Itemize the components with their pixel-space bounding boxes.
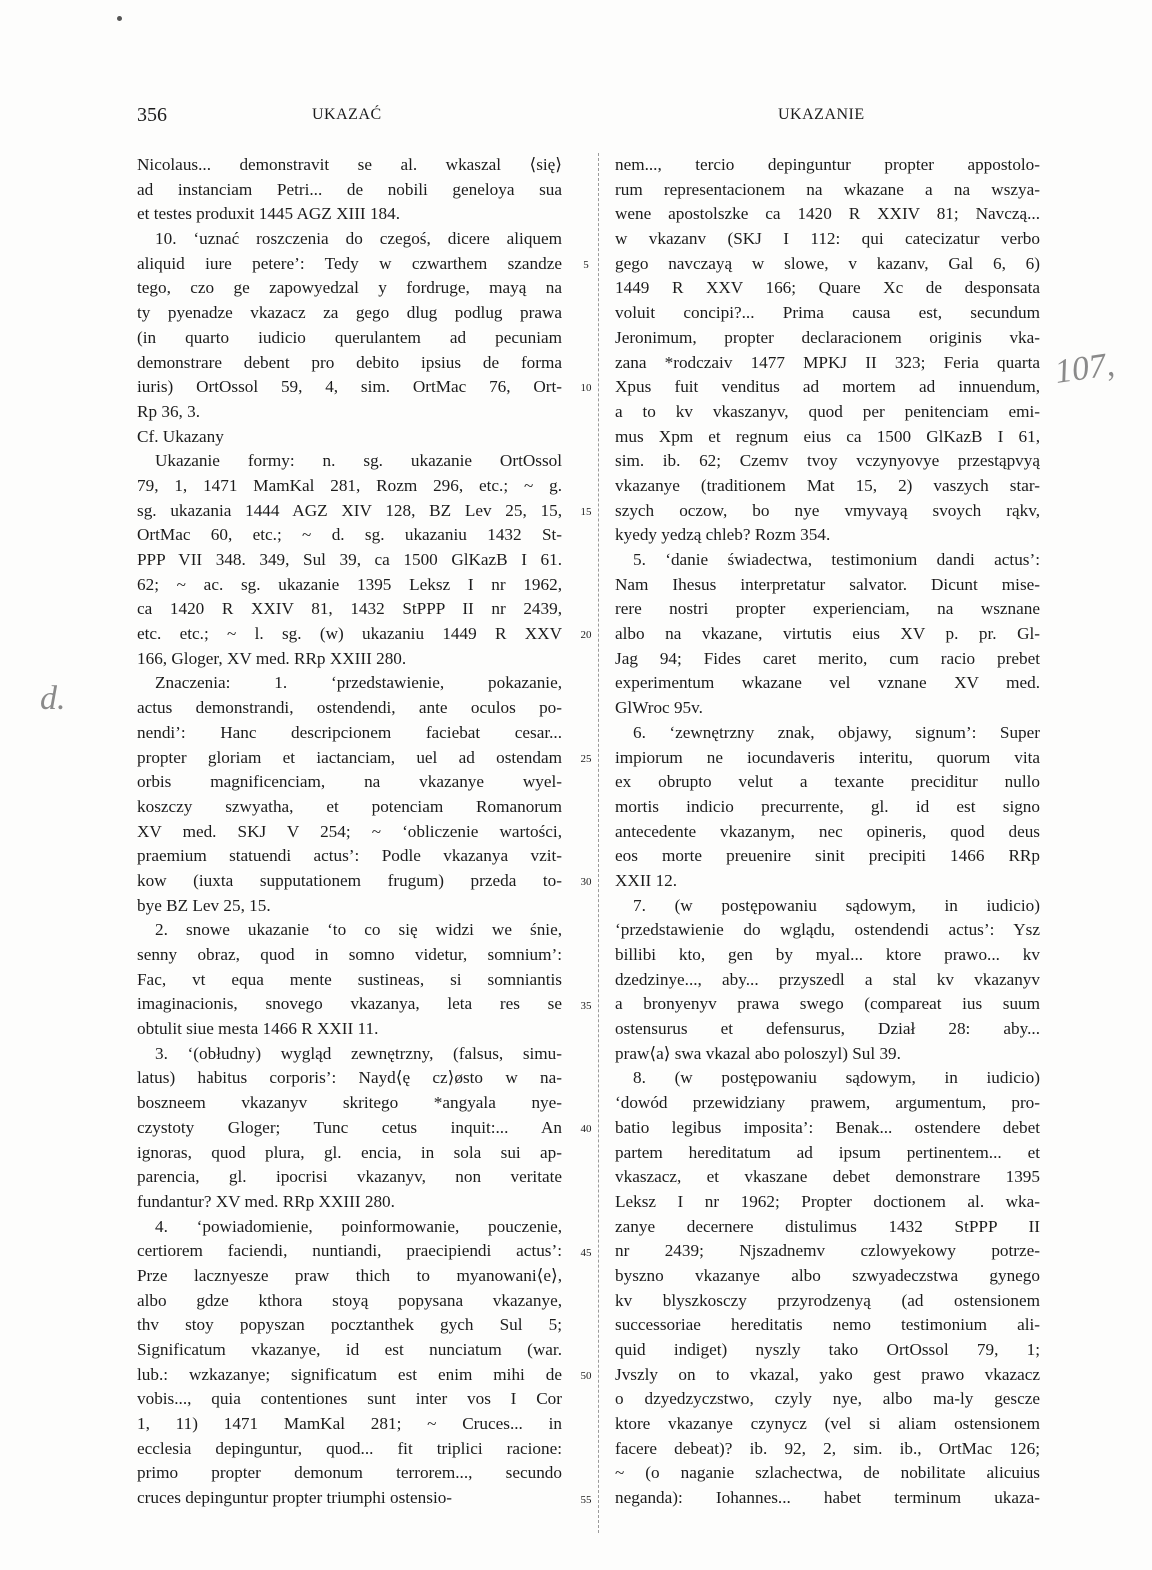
text-line: latus) habitus corporis’: Nayd⟨ę cz⟩østo w na- [137, 1068, 562, 1088]
text-line: praemium statuendi actus’: Podle vkazanya vzit- [137, 846, 562, 866]
text-line: XV med. SKJ V 254; ~ ‘obliczenie wartości, [137, 821, 562, 841]
text-line: ecclesia depinguntur, quod... fit triplici racione: [137, 1438, 562, 1458]
text-line: ex obrupto velut a texante preciditur nullo [615, 772, 1040, 792]
text-line: sg. ukazania 1444 AGZ XIV 128, BZ Lev 25, 15, [137, 500, 562, 520]
line-number: 30 [580, 876, 592, 889]
text-line: vkazanye (traditionem Mat 15, 2) vaszych star- [615, 475, 1040, 495]
text-line: ignoras, quod plura, gl. encia, in sola sui ap- [137, 1142, 562, 1162]
text-line: zanye decernere distulimus 1432 StPPP II [615, 1216, 1040, 1236]
column-divider [598, 153, 599, 1533]
line-number: 20 [580, 629, 592, 642]
text-line: propter gloriam et iactanciam, uel ad ostendam [137, 747, 562, 767]
text-line: ‘przedstawienie do wglądu, ostendendi actus’: Ysz [615, 920, 1040, 940]
text-line: kv blyszkosczy przyrodzenyą (ad ostensionem [615, 1290, 1040, 1310]
text-line: kyedy yedzą chleb? Rozm 354. [615, 525, 831, 545]
text-line: gego navczayą w slowe, v kazanv, Gal 6, 6) [615, 253, 1040, 273]
text-line: boszneem vkazanyv skritego *angyala nye- [137, 1093, 562, 1113]
text-line: senny obraz, quod in somno videtur, somnium’: [137, 945, 562, 964]
line-number: 5 [583, 258, 589, 271]
text-line: 4. ‘powiadomienie, poinformowanie, pouczenie, [155, 1216, 562, 1236]
text-line: rum representacionem na wkazane a na wszya- [615, 179, 1040, 199]
text-line: 3. ‘(obłudny) wygląd zewnętrzny, (falsus, simu- [155, 1043, 562, 1063]
running-head-right: UKAZANIE [778, 106, 865, 123]
text-line: Prze lacznyesze praw thich to myanowani⟨e⟩, [137, 1265, 562, 1285]
text-line: Fac, vt equa mente sustineas, si somniantis [137, 969, 562, 989]
text-line: szych oczow, bo nye vmyvayą svoych rąkv, [615, 500, 1040, 520]
text-line: albo gdze kthora stoyą popysana vkazanye, [137, 1290, 562, 1310]
line-number: 45 [580, 1246, 592, 1259]
text-line: albo na vkazane, virtutis eius XV p. pr. Gl- [615, 624, 1040, 644]
text-line: obtulit siue mesta 1466 R XXII 11. [137, 1019, 379, 1039]
text-line: vkaszacz, et vkaszane debet demonstrare 1395 [615, 1167, 1040, 1187]
text-line: 6. ‘zewnętrzny znak, objawy, signum’: Super [633, 722, 1040, 742]
text-line: Xpus fuit venditus ad mortem ad innuendum, [615, 377, 1040, 397]
text-line: voluit concipi?... Prima causa est, secundum [615, 303, 1040, 323]
text-line: 2. snowe ukazanie ‘to co się widzi we śnie, [155, 920, 562, 940]
line-number: 50 [580, 1370, 592, 1383]
text-line: billibi kto, gen by myal... ktore prawo... kv [615, 945, 1040, 964]
margin-handwriting-left: d. [40, 680, 66, 717]
text-line: et testes produxit 1445 AGZ XIII 184. [137, 204, 401, 224]
text-line: experimentum wkazane vel vznane XV med. [615, 673, 1040, 693]
left-column [137, 153, 562, 1511]
text-line: thv stoy popyszan pocztanthek gych Sul 5; [137, 1315, 562, 1335]
text-line: Jeronimum, propter declaracionem originis vka- [615, 327, 1040, 347]
text-line: GlWroc 95v. [615, 698, 703, 718]
text-line: kow (iuxta supputationem frugum) przeda to- [137, 870, 562, 890]
text-line: 8. (w postępowaniu sądowym, in iudicio) [633, 1068, 1040, 1088]
text-line: mus Xpm et regnum eius ca 1500 GlKazB I 61, [615, 426, 1040, 446]
text-line: Rp 36, 3. [137, 401, 201, 421]
ink-speck [117, 16, 122, 21]
text-line: zana *rodczaiv 1477 MPKJ II 323; Feria quarta [615, 352, 1040, 372]
text-line: o dzyedzyczstwo, czyly nye, albo ma-ly gescze [615, 1389, 1040, 1409]
text-line: 166, Gloger, XV med. RRp XXIII 280. [137, 648, 407, 668]
text-line: antecedente vkazanym, nec opineris, quod deus [615, 821, 1040, 841]
text-line: bye BZ Lev 25, 15. [137, 895, 271, 915]
text-line: wene apostolszke ca 1420 R XXIV 81; Navczą... [615, 204, 1040, 224]
text-line: cruces depinguntur propter triumphi ostensio- [137, 1488, 453, 1508]
text-line: certiorem faciendi, nuntiandi, praecipiendi actus’: [137, 1241, 562, 1261]
margin-handwriting-right: 107, [1052, 346, 1117, 391]
text-line: primo propter demonum terrorem..., secundo [137, 1463, 562, 1483]
text-line: OrtMac 60, etc.; ~ d. sg. ukazaniu 1432 St- [137, 525, 562, 545]
text-line: ostensurus et defensurus, Dział 28: aby... [615, 1019, 1040, 1039]
line-number: 40 [580, 1123, 592, 1136]
line-number: 25 [580, 752, 592, 765]
text-line: XXII 12. [615, 870, 678, 890]
text-line: (in quarto iudicio querulantem ad pecuniam [137, 327, 562, 347]
text-line: parencia, gl. ipocrisi vkazanyv, non veritate [137, 1167, 562, 1187]
text-line: nendi’: Hanc descripcionem faciebat cesar... [137, 722, 562, 742]
text-line: ty pyenadze vkazacz za gego dlug podlug prawa [137, 303, 562, 323]
page-number: 356 [137, 104, 167, 126]
text-line: ad instanciam Petri... de nobili geneloya sua [137, 179, 562, 199]
text-line: ‘dowód przewidziany prawem, argumentum, pro- [615, 1093, 1040, 1113]
text-line: 7. (w postępowaniu sądowym, in iudicio) [633, 895, 1040, 915]
text-line: Significatum vkazanye, id est nunciatum (war. [137, 1340, 562, 1359]
text-line: Jag 94; Fides caret merito, cum racio prebet [615, 648, 1040, 668]
text-line: imaginacionis, snovego vkazanya, leta res se [137, 994, 562, 1014]
text-line: 10. ‘uznać roszczenia do czegoś, dicere aliquem [155, 229, 562, 249]
text-line: iuris) OrtOssol 59, 4, sim. OrtMac 76, Ort- [137, 377, 562, 397]
line-number: 15 [580, 505, 592, 518]
text-line: aliquid iure petere’: Tedy w czwarthem szandze [137, 253, 562, 273]
text-line: PPP VII 348. 349, Sul 39, ca 1500 GlKazB I 61. [137, 550, 562, 569]
text-line: Znaczenia: 1. ‘przedstawienie, pokazanie, [155, 673, 562, 693]
text-line: a bronyenyv prawa swego (compareat ius suum [615, 994, 1040, 1014]
text-line: ca 1420 R XXIV 81, 1432 StPPP II nr 2439, [137, 599, 562, 619]
text-line: demonstrare debent pro debito ipsius de forma [137, 352, 562, 372]
text-line: quid indiget) nyszly tako OrtOssol 79, 1; [615, 1340, 1040, 1359]
right-column [615, 153, 1040, 1511]
text-line: w vkazanv (SKJ I 112: qui catecizatur verbo [615, 229, 1040, 249]
line-number: 55 [580, 1493, 592, 1506]
text-line: batio legibus imposita’: Benak... ostendere debet [615, 1117, 1040, 1137]
text-line: partem hereditatum ad ipsum pertinentem... et [615, 1142, 1040, 1162]
line-number: 10 [580, 382, 592, 395]
text-line: Nicolaus... demonstravit se al. wkaszal ⟨się⟩ [137, 155, 562, 174]
text-line: byszno vkazanye albo szwyadeczstwa gynego [615, 1265, 1040, 1285]
text-line: koszczy szwyatha, et potenciam Romanorum [137, 796, 562, 816]
text-line: dzedzinye..., aby... przyszedl a stal kv vkazanyv [615, 969, 1040, 989]
text-line: orbis magnificenciam, na vkazanye wyel- [137, 772, 562, 792]
text-line: lub.: wzkazanye; significatum est enim mihi de [137, 1364, 562, 1384]
text-line: czystoty Gloger; Tunc cetus inquit:... An [137, 1117, 562, 1137]
text-line: fundantur? XV med. RRp XXIII 280. [137, 1191, 395, 1211]
text-line: 1449 R XXV 166; Quare Xc de desponsata [615, 278, 1040, 298]
text-line: 62; ~ ac. sg. ukazanie 1395 Leksz I nr 1962, [137, 574, 562, 594]
text-line: 79, 1, 1471 MamKal 281, Rozm 296, etc.; ~ g. [137, 475, 562, 495]
text-line: rere nostri propter experienciam, na wsznane [615, 599, 1040, 619]
text-line: nem..., tercio depinguntur propter appostolo- [615, 155, 1040, 174]
text-line: neganda): Iohannes... habet terminum ukaza- [615, 1488, 1040, 1508]
text-line: sim. ib. 62; Czemv tvoy vczynyovye przestąpvyą [615, 451, 1040, 471]
text-line: praw⟨a⟩ swa vkazal abo poloszyl) Sul 39. [615, 1043, 901, 1063]
text-line: Jvszly on to vkazal, yako gest prawo vkazacz [615, 1364, 1040, 1384]
text-line: Ukazanie formy: n. sg. ukazanie OrtOssol [155, 451, 562, 471]
text-line: ~ (o naganie szlachectwa, de nobilitate alicuius [615, 1463, 1040, 1483]
text-line: actus demonstrandi, ostendendi, ante oculos po- [137, 698, 562, 718]
text-line: etc. etc.; ~ l. sg. (w) ukazaniu 1449 R XXV [137, 624, 562, 644]
text-line: vobis..., quia contentiones sunt inter vos I Cor [137, 1389, 562, 1409]
text-line: a to kv vkaszanyv, quod per penitenciam emi- [615, 401, 1040, 421]
text-line: successoriae hereditatis nemo testimonium ali- [615, 1315, 1040, 1335]
text-line: 5. ‘danie świadectwa, testimonium dandi actus’: [633, 550, 1040, 569]
running-head-left: UKAZAĆ [312, 106, 382, 123]
text-line: Cf. Ukazany [137, 426, 224, 446]
text-line: nr 2439; Njszadnemv czlowyekowy potrze- [615, 1241, 1040, 1261]
text-line: facere debeat)? ib. 92, 2, sim. ib., OrtMac 126; [615, 1438, 1040, 1458]
text-line: Nam Ihesus interpretatur salvator. Dicunt mise- [615, 574, 1040, 594]
line-number: 35 [580, 999, 592, 1012]
text-line: tego, czo ge zapowyedzal y fordruge, mayą na [137, 278, 562, 298]
text-line: Leksz I nr 1962; Propter doctionem al. wka- [615, 1191, 1040, 1211]
text-line: eos morte preuenire sinit precipiti 1466 RRp [615, 846, 1040, 866]
text-line: mortis indicio precurrente, gl. id est signo [615, 796, 1040, 816]
text-line: impiorum ne iocundaveris interitu, quorum vita [615, 747, 1040, 767]
text-line: 1, 11) 1471 MamKal 281; ~ Cruces... in [137, 1414, 562, 1434]
text-line: ktore vkazanye czynycz (vel si aliam ostensionem [615, 1414, 1040, 1434]
